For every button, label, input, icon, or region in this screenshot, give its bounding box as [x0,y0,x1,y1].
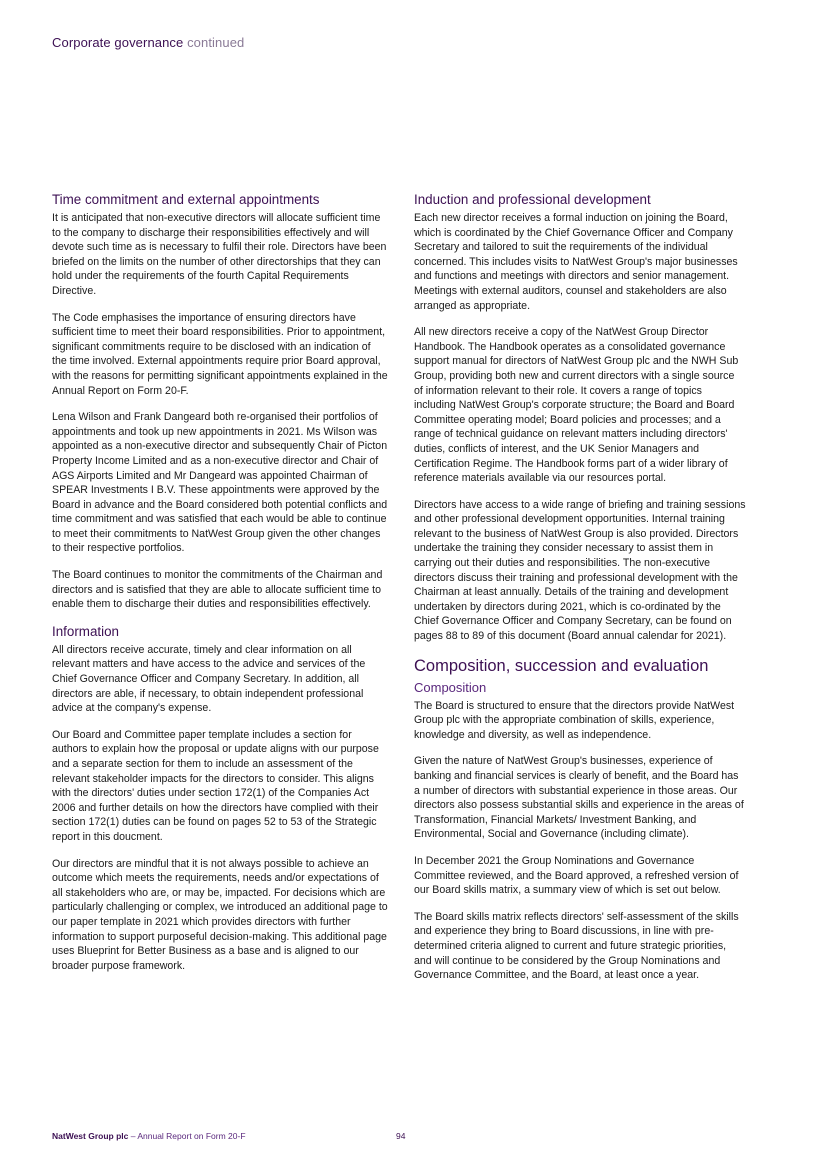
paragraph: Each new director receives a formal induction on joining the Board, which is coordinated by the Chief Governance Officer and Company Secretary and tailored to suit the requirements of the individual concerned. This includes visits to NatWest Group's major businesses and functions and meetings with directors and senior management. Meetings with external auditors, counsel and stakeholders are also arranged as appropriate. [414,212,738,312]
paragraph: The Code emphasises the importance of ensuring directors have sufficient time to meet their board responsibilities. Prior to appointment, significant commitments require to be disclosed with an indication of the time involved. External appointments require prior Board approval, with the reasons for permitting significant appointments explained in the Annual Report on Form 20-F. [52,311,388,397]
continued-label: continued [187,35,245,50]
paragraph: Our Board and Committee paper template includes a section for authors to explain how the proposal or update aligns with our purpose and a separate section for them to include an assessment of the relevant stakeholder impacts for the directors to consider. This aligns with the directors' duties under section 172(1) of the Companies Act 2006 and further details on how the directors have complied with their section 172(1) duties can be found on pages 52 to 53 of the Strategic report in this doucment. [52,728,379,843]
paragraph: The Board continues to monitor the commitments of the Chairman and directors and is satisfied that they are able to allocate sufficient time to enable them to discharge their duties and responsibilities effectively. [52,569,383,611]
footer-separator: – [128,1131,138,1141]
paragraph: The Board is structured to ensure that the directors provide NatWest Group plc with the appropriate combination of skills, experience, knowledge and diversity, as well as independence. [414,699,735,741]
paragraph: Given the nature of NatWest Group's businesses, experience of banking and financial services is clearly of benefit, and the Board has a number of directors with substantial experience in those areas. Our directors also possess substantial skills and experience in the areas of Transformation, Financial Markets/ Investment Banking, and Environmental, Social and Governance (including climate). [414,755,744,841]
paragraph: In December 2021 the Group Nominations and Governance Committee reviewed, and the Board approved, a refreshed version of our Board skills matrix, a summary view of which is set out below. [414,854,739,897]
section-title: Corporate governance [52,35,184,50]
paragraph: Our directors are mindful that it is not always possible to achieve an outcome which meets the requirements, needs and/or expectations of all stakeholders who are, or may be, impacted. For decisions which are particularly challenging or complex, we introduced an additional page to our paper template in 2021 which provides directors with further information to support purposeful decision-making. This additional page uses Blueprint for Better Business as a base and is aligned to our broader purpose framework. [52,857,388,972]
right-column [414,192,746,995]
induction-heading: Induction and professional development [414,192,651,207]
page-number: 94 [396,1131,406,1141]
page-footer [52,1131,246,1141]
paragraph: All new directors receive a copy of the NatWest Group Director Handbook. The Handbook operates as a consolidated governance support manual for directors of NatWest Group plc and the NWH Sub Group, providing both new and current directors with a single source of information relevant to their role. It covers a range of topics including NatWest Group's corporate structure; the Board and Board Committee operating model; Board policies and processes; and a range of technical guidance on relevant matters including directors' duties, conflicts of interest, and the UK Senior Managers and Certification Regime. The Handbook forms part of a wider library of reference materials available via our resources portal. [414,326,739,485]
composition-subheading: Composition [414,679,487,695]
time-commitment-heading: Time commitment and external appointments [52,192,320,207]
composition-succession-heading: Composition, succession and evaluation [414,656,709,675]
paragraph: Lena Wilson and Frank Dangeard both re-organised their portfolios of appointments and took up new appointments in 2021. Ms Wilson was appointed as a non-executive director and subsequently Chair of Picton Property Income Limited and as a non-executive director and Chair of AGS Airports Limited and Mr Dangeard was appointed Chairman of SPEAR Investments I B.V. These appointments were approved by the Board in advance and the Board considered both potential conflicts and time commitment and was satisfied that each would be able to continue to meet their commitments to NatWest Group given the other changes to their respective portfolios. [52,411,388,555]
page-header [52,35,244,50]
paragraph: It is anticipated that non-executive directors will allocate sufficient time to the company to discharge their responsibilities effectively and will devote such time as is necessary to fulfil their role. Directors have been briefed on the limits on the number of other directorships that they can hold under the requirements of the fourth Capital Requirements Directive. [52,212,387,297]
paragraph: All directors receive accurate, timely and clear information on all relevant matters and have access to the advice and services of the Chief Governance Officer and Company Secretary. In addition, all directors are able, if necessary, to obtain independent professional advice at the company's expense. [52,643,366,715]
left-column [52,192,388,985]
paragraph: Directors have access to a wide range of briefing and training sessions and other professional development opportunities. Internal training relevant to the business of NatWest Group is also provided. Directors undertake the training they consider necessary to assist them in carrying out their duties and responsibilities. The non-executive directors discuss their training and professional development with the Chairman at least annually. Details of the training and development undertaken by directors during 2021, which is co-ordinated by the Chief Governance Officer and Company Secretary, can be found on pages 88 to 89 of this document (Board annual calendar for 2021). [414,498,746,643]
footer-report-title: Annual Report on Form 20-F [137,1131,246,1141]
paragraph: The Board skills matrix reflects directors' self-assessment of the skills and experience they bring to Board discussions, in line with pre-determined criteria aligned to current and future strategic priorities, and will continue to be considered by the Group Nominations and Governance Committee, and the Board, at least once a year. [414,910,739,982]
footer-brand: NatWest Group plc [52,1131,129,1141]
information-heading: Information [52,623,119,639]
